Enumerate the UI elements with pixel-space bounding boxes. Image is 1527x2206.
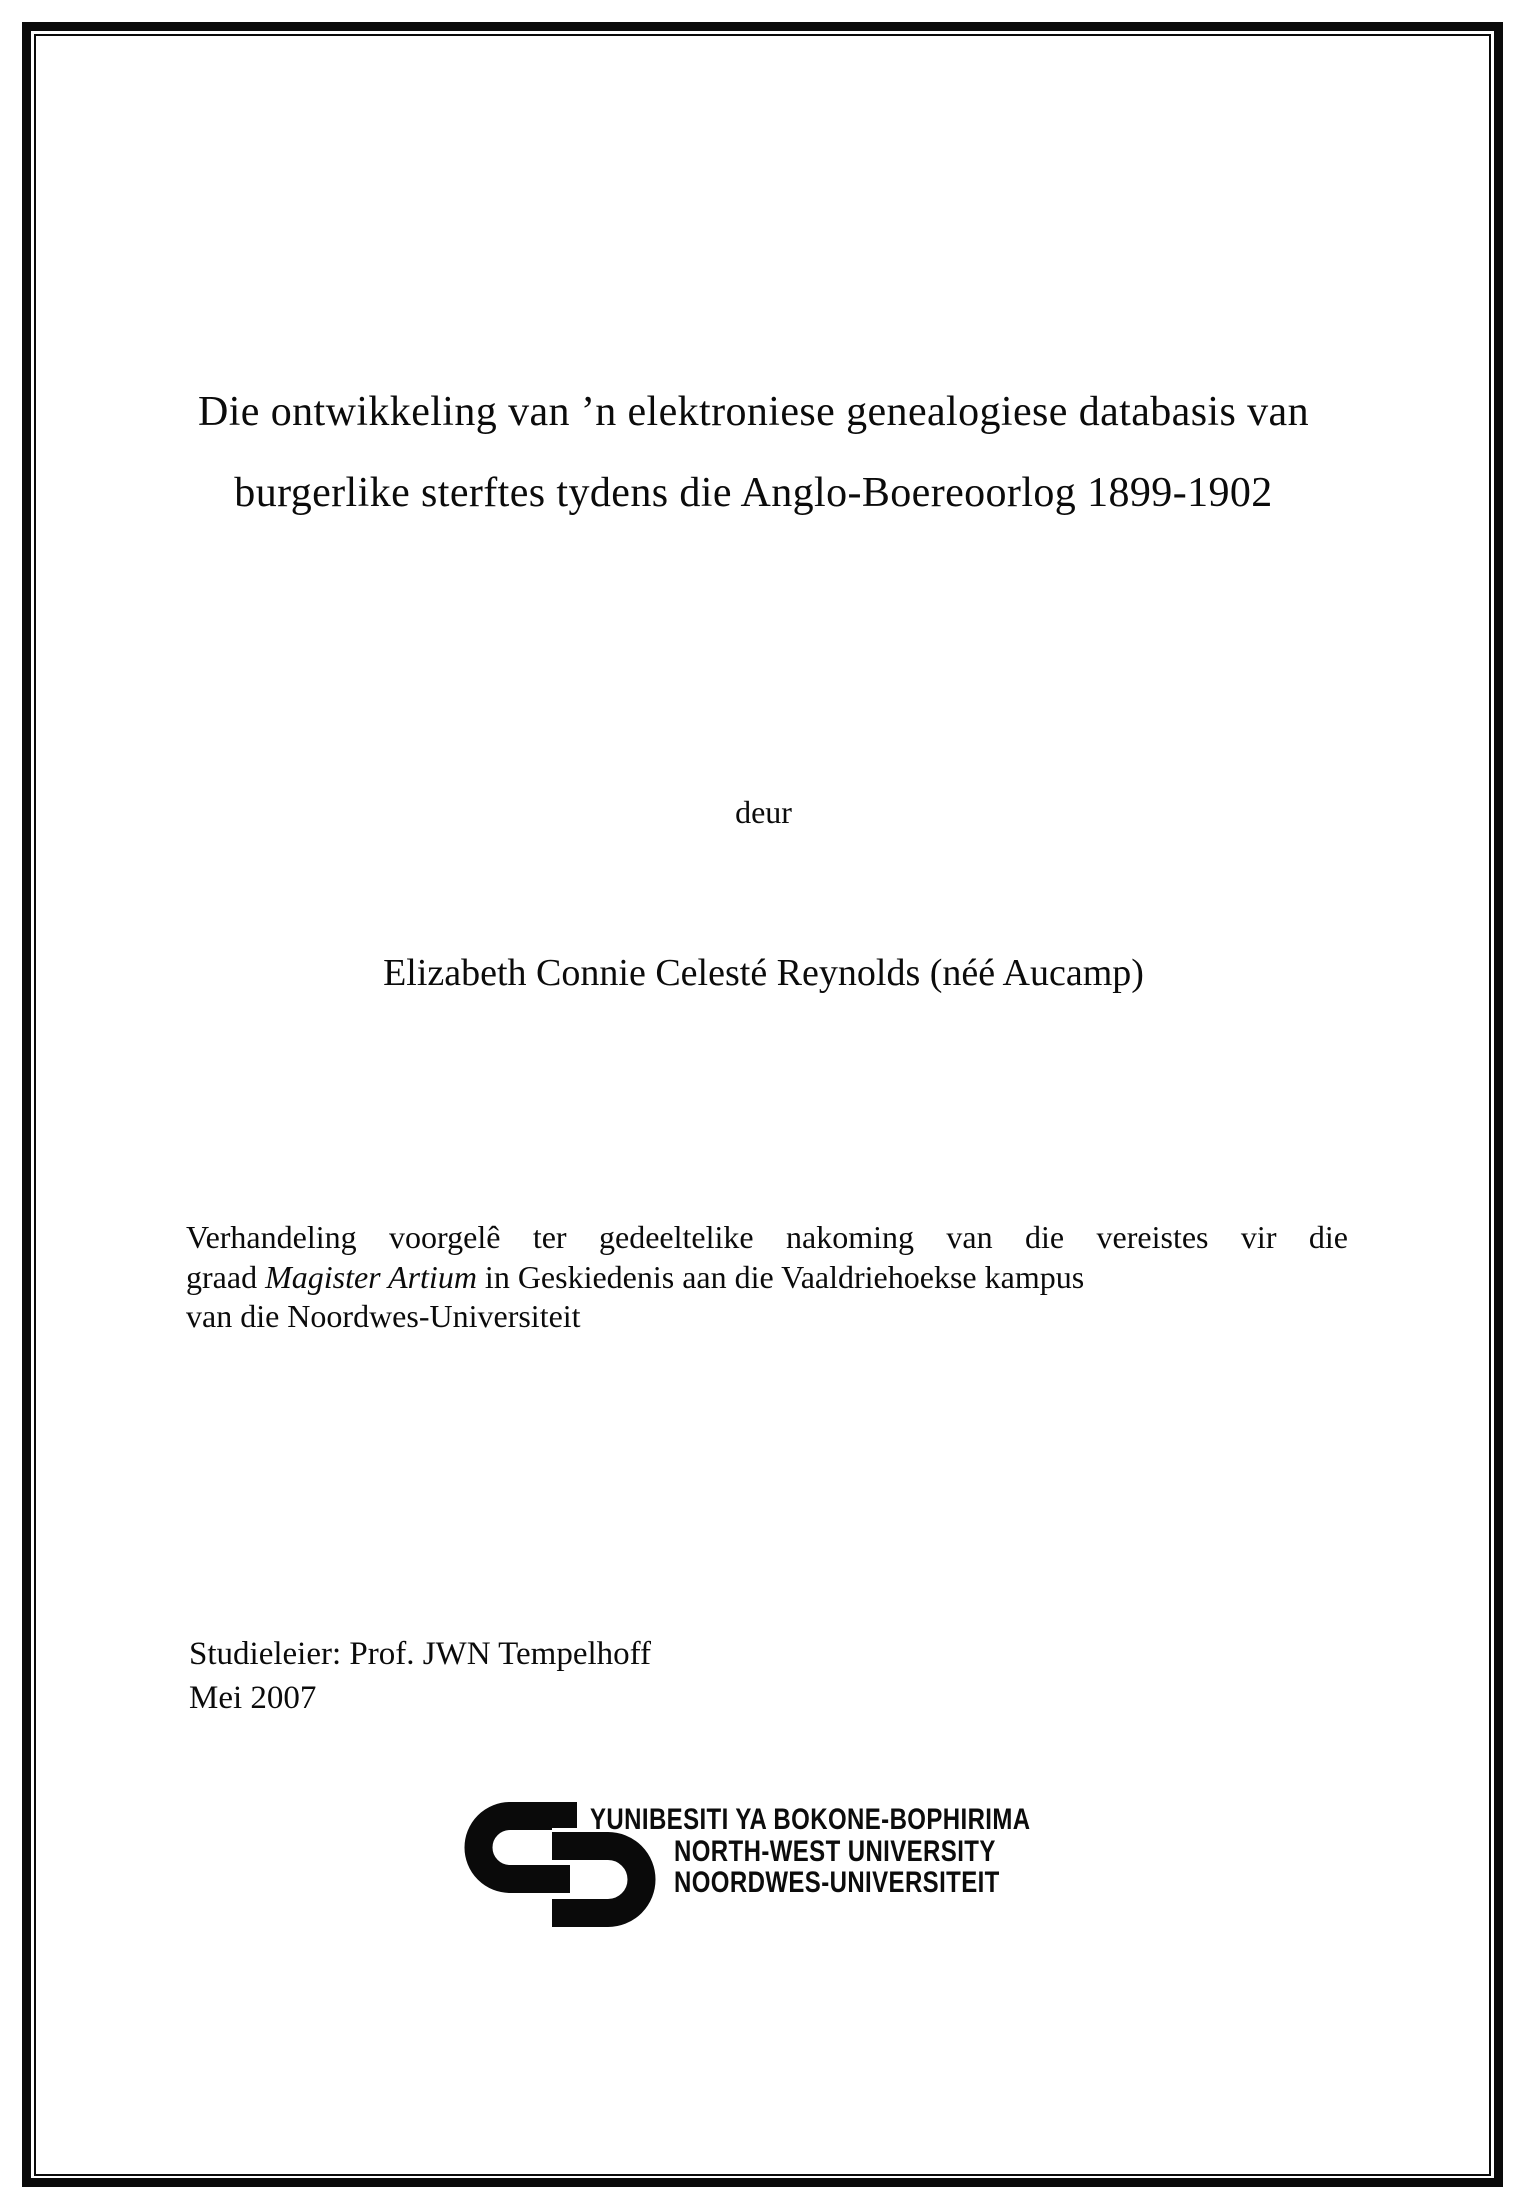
title-line-1: Die ontwikkeling van ’n elektroniese genealogiese databasis van: [197, 389, 1309, 435]
title-line-2: burgerlike sterftes tydens die Anglo-Boereoorlog 1899-1902: [234, 470, 1273, 516]
thesis-title: [80, 372, 1427, 534]
logo-text-line-1: YUNIBESITI YA BOKONE-BOPHIRIMA: [590, 1803, 1031, 1836]
submission-statement: [186, 1218, 1348, 1337]
logo-text-line-2: NORTH-WEST UNIVERSITY: [674, 1835, 996, 1868]
supervisor-line: Studieleier: Prof. JWN Tempelhoff: [189, 1636, 652, 1672]
statement-line-1: Verhandeling voorgelê ter gedeeltelike nakoming van die vereistes vir die: [186, 1219, 1348, 1255]
supervisor-block: [189, 1632, 651, 1720]
statement-line-2: [186, 1258, 1348, 1298]
statement-line-3: van die Noordwes-Universiteit: [186, 1298, 581, 1334]
logo-text-line-3: NOORDWES-UNIVERSITEIT: [674, 1866, 1000, 1899]
date-line: Mei 2007: [189, 1680, 317, 1716]
author-name: Elizabeth Connie Celesté Reynolds (néé Aucamp): [383, 952, 1144, 994]
statement-line-2-post: in Geskiedenis aan die Vaaldriehoekse kampus: [476, 1258, 1085, 1295]
degree-name-italic: Magister Artium: [265, 1258, 477, 1295]
byline-deur: deur: [735, 794, 792, 830]
statement-line-2-pre: graad: [186, 1258, 266, 1295]
